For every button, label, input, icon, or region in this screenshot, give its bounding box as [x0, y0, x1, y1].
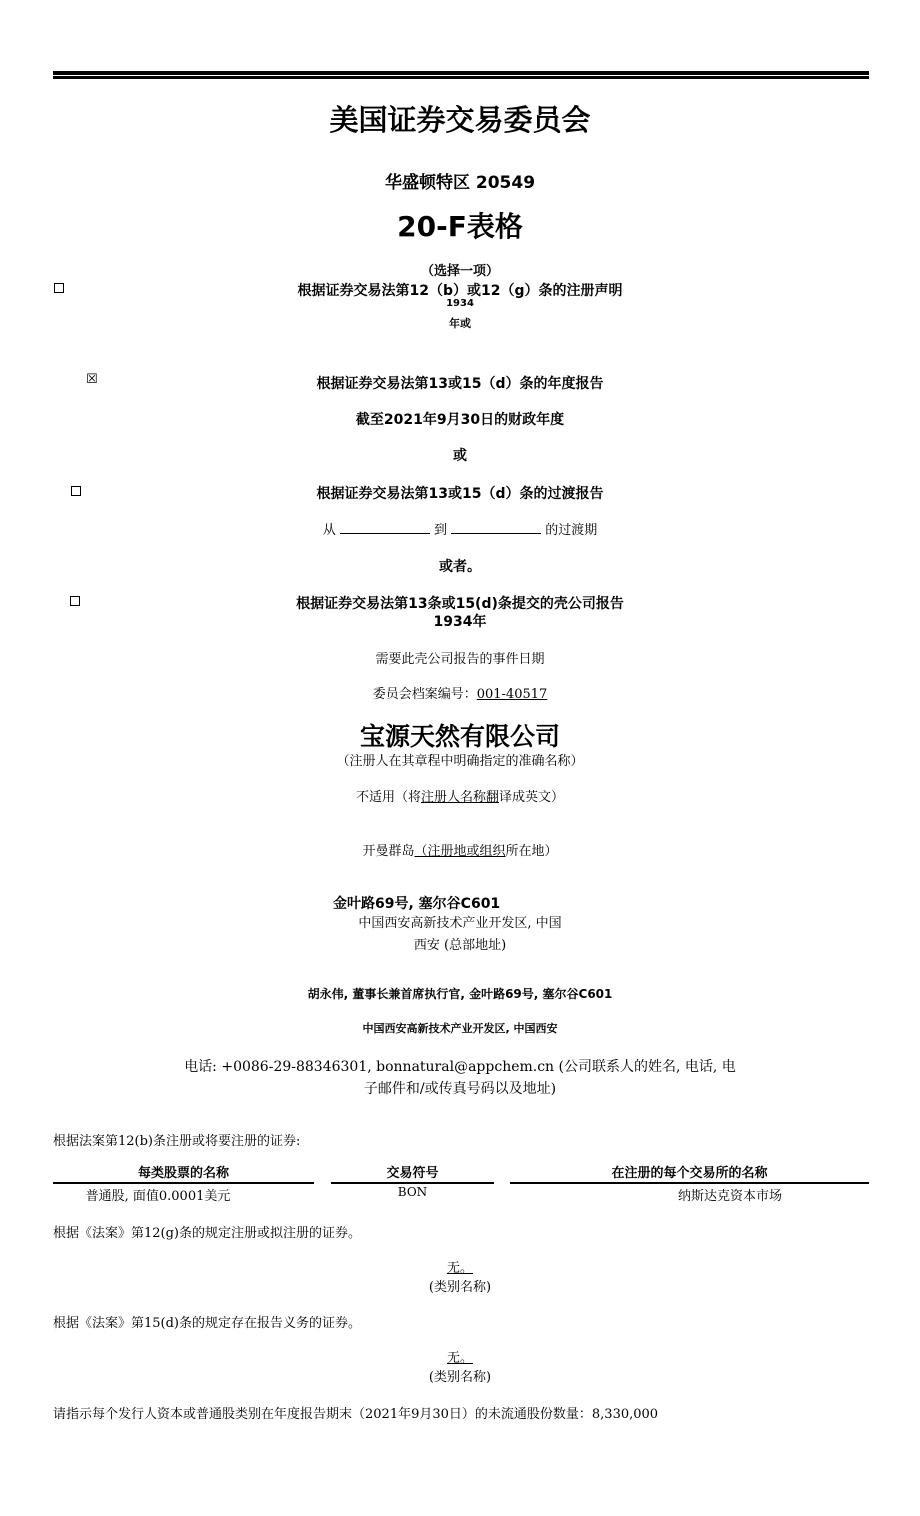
- reg-year: 1934: [446, 298, 474, 309]
- from-date-field[interactable]: [340, 521, 430, 534]
- top-rule-2: [53, 76, 869, 79]
- none-12g-text: 无。: [446, 1261, 473, 1276]
- none-15d: [0, 1347, 920, 1366]
- location-line: 华盛顿特区 20549: [384, 173, 536, 193]
- class-caption-15d: (类别名称): [428, 1370, 492, 1385]
- registrant-name: 宝源天然有限公司: [359, 722, 560, 751]
- translation-prefix: 不适用（将: [355, 790, 421, 805]
- transition-period-line: [0, 519, 920, 538]
- address-line-2: 中国西安高新技术产业开发区, 中国: [358, 916, 562, 931]
- transition-period-label: 的过渡期: [545, 523, 598, 538]
- outstanding-shares-label: 请指示每个发行人资本或普通股类别在年度报告期末（2021年9月30日）的未流通股份数量：: [53, 1407, 592, 1422]
- header-class-title: 每类股票的名称: [53, 1166, 314, 1184]
- reg-or: 年或: [449, 317, 471, 330]
- class-caption-12g: (类别名称): [428, 1280, 492, 1295]
- shell-report-label: 根据证券交易法第13条或15(d)条提交的壳公司报告: [296, 596, 624, 612]
- section-15d-label: 根据《法案》第15(d)条的规定存在报告义务的证券。: [53, 1316, 362, 1331]
- none-15d-text: 无。: [446, 1351, 473, 1366]
- outstanding-shares-line: [53, 1403, 658, 1422]
- transition-report-label: 根据证券交易法第13或15（d）条的过渡报告: [316, 486, 604, 502]
- cell-class-title: 普通股, 面值0.0001美元: [85, 1189, 231, 1204]
- jurisdiction-prefix: 开曼群岛: [362, 844, 415, 859]
- reg-statement-label: 根据证券交易法第12（b）或12（g）条的注册声明: [297, 283, 623, 299]
- or-separator-1: 或: [453, 448, 467, 464]
- translation-suffix: 译成英文）: [499, 790, 565, 805]
- address-line-3: 西安 (总部地址): [413, 938, 507, 953]
- outstanding-shares-value: 8,330,000: [591, 1407, 659, 1422]
- header-trading-symbol: 交易符号: [331, 1166, 494, 1184]
- header-exchange-name: 在注册的每个交易所的名称: [510, 1166, 869, 1184]
- contact-line-2: 中国西安高新技术产业开发区, 中国西安: [362, 1022, 558, 1035]
- contact-line-1: 胡永伟, 董事长兼首席执行官, 金叶路69号, 塞尔谷C601: [307, 987, 613, 1001]
- fiscal-year-line: 截至2021年9月30日的财政年度: [355, 412, 565, 428]
- section-12b-label: 根据法案第12(b)条注册或将要注册的证券:: [53, 1134, 301, 1149]
- annual-report-label: 根据证券交易法第13或15（d）条的年度报告: [316, 376, 604, 392]
- section-12g-label: 根据《法案》第12(g)条的规定注册或拟注册的证券。: [53, 1226, 362, 1241]
- shell-event-date-line: 需要此壳公司报告的事件日期: [375, 652, 545, 667]
- address-line-1: 金叶路69号, 塞尔谷C601: [333, 896, 501, 912]
- translation-line: [0, 786, 920, 805]
- file-number-value: 001-40517: [476, 687, 548, 702]
- contact-line-4: 子邮件和/或传真号码以及地址): [363, 1081, 557, 1097]
- file-number-label: 委员会档案编号：: [372, 687, 477, 702]
- from-label: 从: [322, 523, 336, 538]
- select-one-label: （选择一项）: [420, 264, 499, 279]
- annual-report-checkbox[interactable]: ☒: [86, 372, 98, 387]
- commission-title: 美国证券交易委员会: [329, 103, 591, 137]
- registrant-name-caption: （注册人在其章程中明确指定的准确名称）: [336, 754, 584, 769]
- or-separator-2: 或者。: [439, 559, 481, 575]
- to-date-field[interactable]: [451, 521, 541, 534]
- form-title: 20-F表格: [397, 210, 523, 243]
- none-12g: [0, 1257, 920, 1276]
- cell-trading-symbol: BON: [397, 1185, 428, 1199]
- to-label: 到: [433, 523, 447, 538]
- contact-line-3: 电话: +0086-29-88346301, bonnatural@appchem.cn (公司联系人的姓名, 电话, 电: [184, 1059, 736, 1075]
- file-number-line: [0, 683, 920, 702]
- jurisdiction-underlined: （注册地或组织: [414, 844, 506, 859]
- jurisdiction-suffix: 所在地）: [505, 844, 558, 859]
- translation-underlined: 注册人名称翻: [420, 790, 499, 805]
- shell-year: 1934年: [433, 614, 487, 630]
- jurisdiction-line: [0, 840, 920, 859]
- top-rule: [53, 71, 869, 75]
- cell-exchange-name: 纳斯达克资本市场: [677, 1189, 782, 1204]
